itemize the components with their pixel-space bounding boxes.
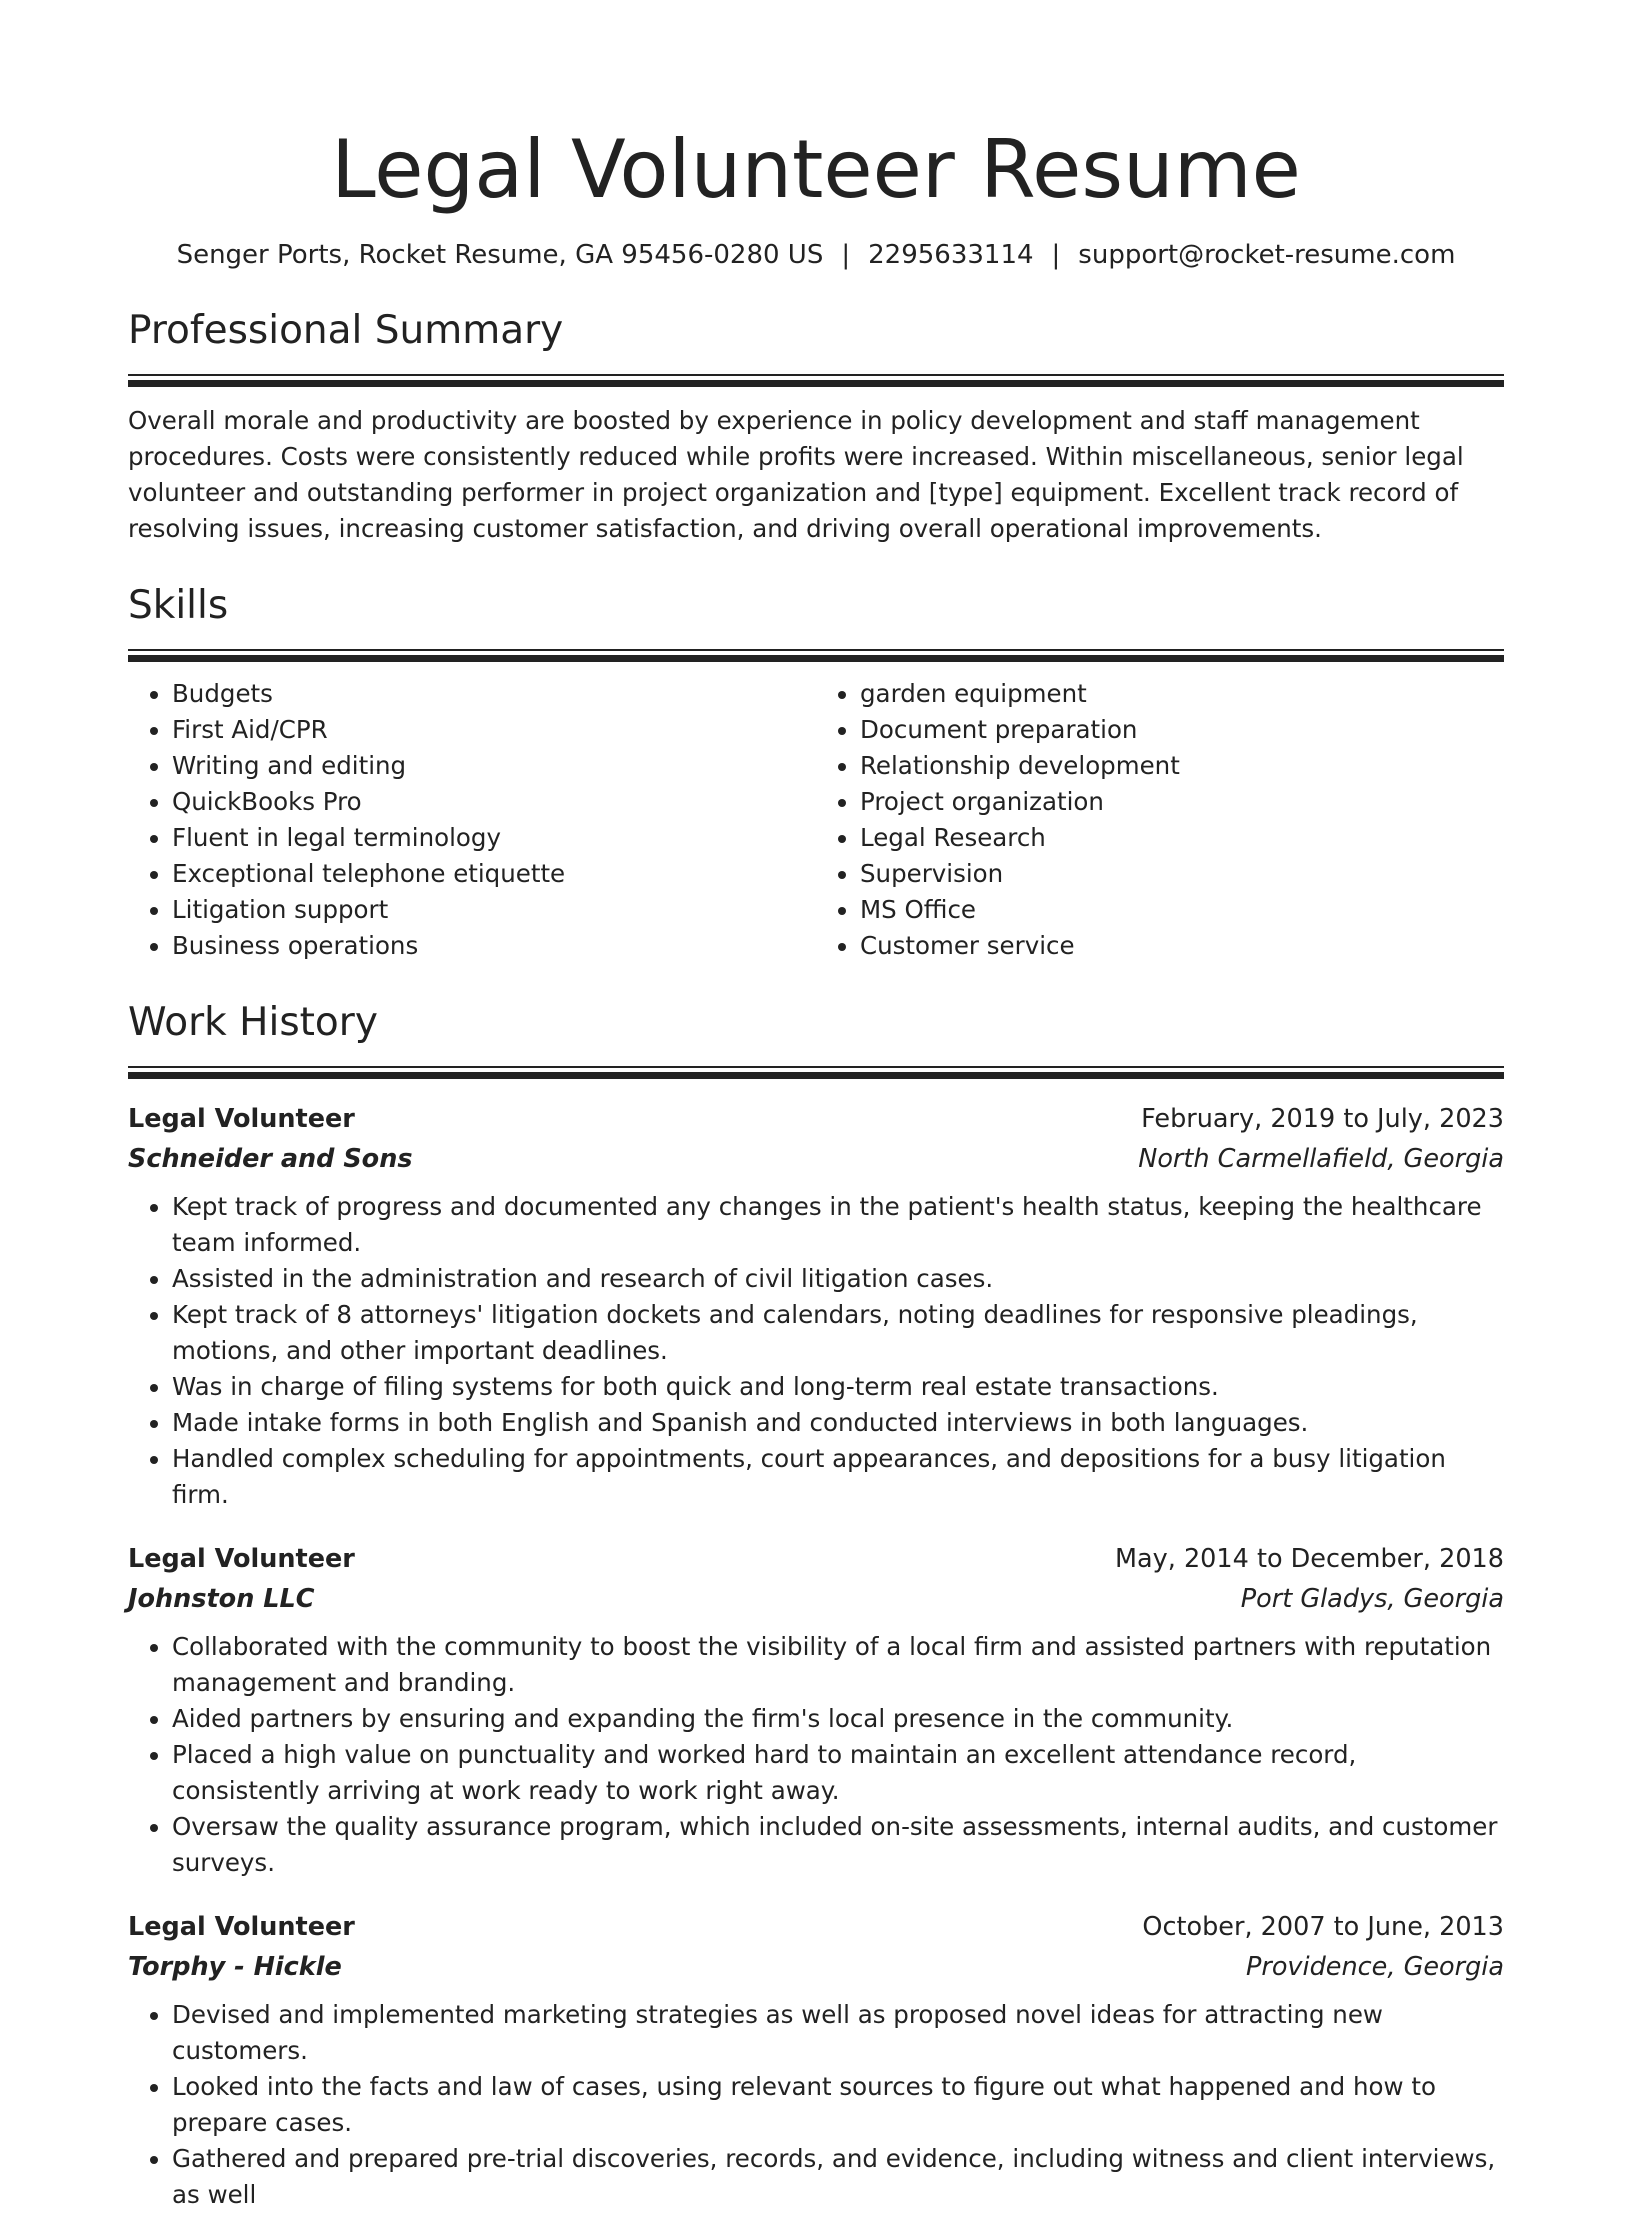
skill-item: • Writing and editing bbox=[172, 748, 816, 784]
skill-item: • Supervision bbox=[860, 856, 1504, 892]
job-entry bbox=[128, 1907, 1504, 2213]
job-title: Legal Volunteer bbox=[128, 1544, 355, 1574]
job-location: Port Gladys, Georgia bbox=[1240, 1584, 1504, 1614]
contact-separator: | bbox=[1051, 240, 1061, 270]
work-history-section bbox=[128, 998, 1504, 2213]
job-bullet: • Gathered and prepared pre-trial discoveries, records, and evidence, including witness and client interviews, as well bbox=[172, 2141, 1504, 2213]
job-bullet: • Placed a high value on punctuality and worked hard to maintain an excellent attendance record, consistently arriving at work ready to work right away. bbox=[172, 1737, 1504, 1809]
job-bullet: • Kept track of 8 attorneys' litigation dockets and calendars, noting deadlines for responsive pleadings, motions, and other important deadlines. bbox=[172, 1297, 1504, 1369]
skill-item: • Customer service bbox=[860, 928, 1504, 964]
summary-text: Overall morale and productivity are boosted by experience in policy development and staff management procedures. Costs were consistently reduced while profits were increased. Within miscellaneous, senior legal volunteer and outstanding performer in project organization and [type] equipment. Excellent track record of resolving issues, increasing customer satisfaction, and driving overall operational improvements. bbox=[128, 406, 1464, 543]
skill-item: • Exceptional telephone etiquette bbox=[172, 856, 816, 892]
job-bullet: • Kept track of progress and documented any changes in the patient's health status, keeping the healthcare team informed. bbox=[172, 1189, 1504, 1261]
job-bullet: • Collaborated with the community to boost the visibility of a local firm and assisted partners with reputation management and branding. bbox=[172, 1629, 1504, 1701]
contact-email: support@rocket-resume.com bbox=[1078, 240, 1456, 270]
job-dates: May, 2014 to December, 2018 bbox=[1115, 1544, 1504, 1574]
skill-item: • Fluent in legal terminology bbox=[172, 820, 816, 856]
job-bullets bbox=[128, 1189, 1504, 1513]
resume-title: Legal Volunteer Resume bbox=[331, 123, 1301, 216]
skill-item: • QuickBooks Pro bbox=[172, 784, 816, 820]
skill-item: • Business operations bbox=[172, 928, 816, 964]
job-company: Torphy - Hickle bbox=[128, 1952, 342, 1982]
skills-columns bbox=[128, 676, 1504, 964]
contact-phone: 2295633114 bbox=[868, 240, 1034, 270]
skills-section bbox=[128, 581, 1504, 964]
job-bullet: • Handled complex scheduling for appointments, court appearances, and depositions for a busy litigation firm. bbox=[172, 1441, 1504, 1513]
job-bullet: • Oversaw the quality assurance program, which included on-site assessments, internal audits, and customer surveys. bbox=[172, 1809, 1504, 1881]
job-bullet: • Assisted in the administration and research of civil litigation cases. bbox=[172, 1261, 1504, 1297]
job-bullet: • Was in charge of filing systems for both quick and long-term real estate transactions. bbox=[172, 1369, 1504, 1405]
job-bullets bbox=[128, 1629, 1504, 1881]
work-history-heading: Work History bbox=[128, 1000, 378, 1045]
skill-item: • Legal Research bbox=[860, 820, 1504, 856]
section-divider bbox=[128, 649, 1504, 662]
job-bullet: • Looked into the facts and law of cases, using relevant sources to figure out what happened and how to prepare cases. bbox=[172, 2069, 1504, 2141]
skill-item: • MS Office bbox=[860, 892, 1504, 928]
job-title: Legal Volunteer bbox=[128, 1912, 355, 1942]
contact-line bbox=[128, 238, 1504, 272]
skill-item: • Document preparation bbox=[860, 712, 1504, 748]
job-bullets bbox=[128, 1997, 1504, 2213]
section-divider bbox=[128, 1066, 1504, 1079]
job-company: Johnston LLC bbox=[128, 1584, 315, 1614]
skill-item: • Project organization bbox=[860, 784, 1504, 820]
contact-separator: | bbox=[841, 240, 851, 270]
skill-item: • Relationship development bbox=[860, 748, 1504, 784]
job-bullet: • Made intake forms in both English and Spanish and conducted interviews in both languages. bbox=[172, 1405, 1504, 1441]
job-company: Schneider and Sons bbox=[128, 1144, 413, 1174]
skills-list-right bbox=[816, 676, 1504, 964]
section-divider bbox=[128, 374, 1504, 387]
contact-address: Senger Ports, Rocket Resume, GA 95456-0280 US bbox=[176, 240, 824, 270]
summary-section bbox=[128, 306, 1504, 547]
skills-list-left bbox=[128, 676, 816, 964]
job-location: Providence, Georgia bbox=[1245, 1952, 1504, 1982]
job-dates: October, 2007 to June, 2013 bbox=[1142, 1912, 1504, 1942]
job-location: North Carmellafield, Georgia bbox=[1138, 1144, 1504, 1174]
skill-item: • First Aid/CPR bbox=[172, 712, 816, 748]
skill-item: • Budgets bbox=[172, 676, 816, 712]
job-entry bbox=[128, 1539, 1504, 1881]
skill-item: • garden equipment bbox=[860, 676, 1504, 712]
job-entry bbox=[128, 1099, 1504, 1513]
skills-heading: Skills bbox=[128, 583, 229, 628]
resume-page bbox=[128, 0, 1504, 2213]
job-bullet: • Devised and implemented marketing strategies as well as proposed novel ideas for attracting new customers. bbox=[172, 1997, 1504, 2069]
job-title: Legal Volunteer bbox=[128, 1104, 355, 1134]
job-dates: February, 2019 to July, 2023 bbox=[1141, 1104, 1504, 1134]
summary-heading: Professional Summary bbox=[128, 308, 564, 353]
job-bullet: • Aided partners by ensuring and expanding the firm's local presence in the community. bbox=[172, 1701, 1504, 1737]
skill-item: • Litigation support bbox=[172, 892, 816, 928]
